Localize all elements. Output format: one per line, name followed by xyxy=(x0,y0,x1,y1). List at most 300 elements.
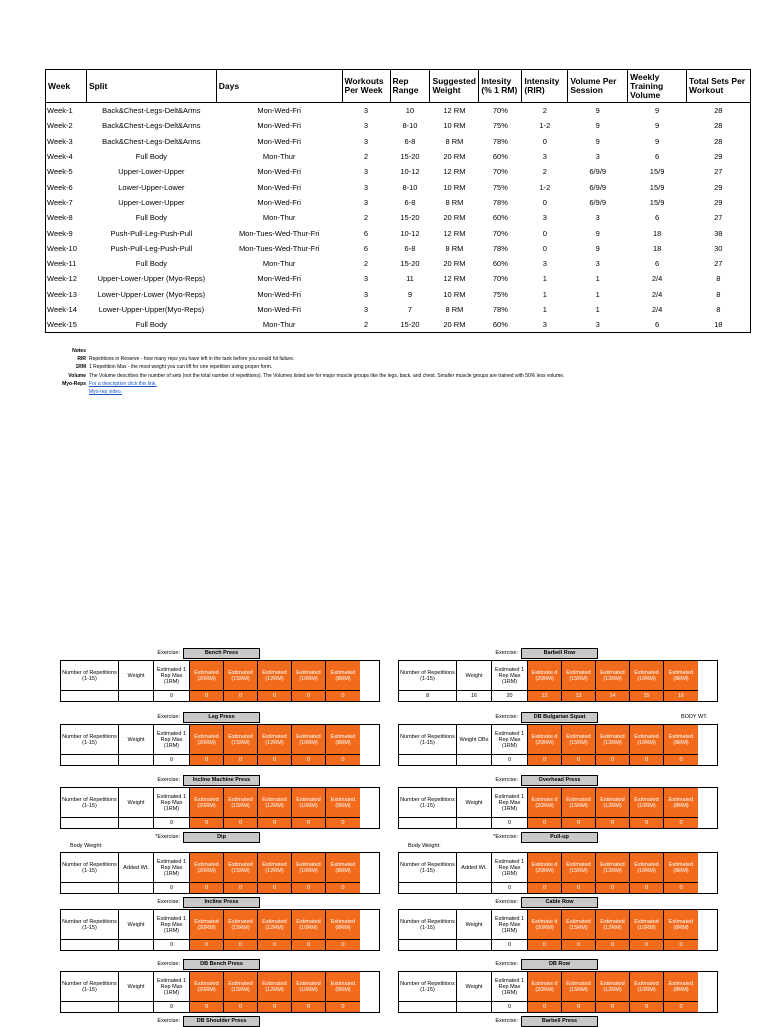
intensity-pct-cell: 75% xyxy=(492,289,508,299)
weight-cell: 8 RM xyxy=(445,136,464,146)
exercise-row xyxy=(398,1016,718,1027)
e1rm-header: Estimated 1 Rep Max (1RM) xyxy=(154,661,190,691)
exercise-name: DB Row xyxy=(521,959,598,970)
exercise-name: Bench Press xyxy=(183,648,260,659)
estimated-10rm-header: Estimated (10RM) xyxy=(630,788,664,818)
rep-range-cell: 8-10 xyxy=(402,121,418,131)
workouts-cell: 2 xyxy=(342,317,390,333)
weight-cell: 12 RM xyxy=(443,167,466,177)
estimated-value: 0 xyxy=(596,755,630,765)
estimated-12rm-header: Estimated (12RM) xyxy=(258,910,292,940)
exercise-calculator xyxy=(60,648,380,702)
exercise-name: DB Bench Press xyxy=(183,959,260,970)
estimated-value: 0 xyxy=(224,940,258,950)
estimated-value: 0 xyxy=(258,755,292,765)
days-cell: Mon-Thur xyxy=(262,152,296,162)
workouts-cell: 2 xyxy=(363,213,369,223)
estimated-12rm-header: Estimated (12RM) xyxy=(596,725,630,755)
week-cell: Week-2 xyxy=(46,118,87,133)
rep-range-cell: 6-8 xyxy=(404,243,416,253)
week-cell: Week-7 xyxy=(46,195,87,210)
exercise-label: Exercise: xyxy=(157,899,180,905)
estimated-15rm-header: Estimated (15RM) xyxy=(562,853,596,883)
estimated-20rm-header: Estimated (20RM) xyxy=(190,725,224,755)
intensity-rir-cell: 1 xyxy=(542,274,547,284)
weight-header: Weight xyxy=(457,972,492,1002)
estimated-15rm-header: Estimated (15RM) xyxy=(562,661,596,691)
weight-header: Weight DBs xyxy=(457,725,492,755)
exercise-row xyxy=(398,648,718,659)
split-cell: Push-Pull-Leg-Push-Pull xyxy=(110,243,193,253)
e1rm-value: 0 xyxy=(154,818,190,828)
volume-session-cell: 1 xyxy=(595,289,600,299)
estimated-15rm-header: Estimated (15RM) xyxy=(562,972,596,1002)
estimated-10rm-header: Estimated (10RM) xyxy=(630,910,664,940)
weekly-volume-cell: 6 xyxy=(655,152,660,162)
exercise-name: Incline Machine Press xyxy=(183,775,260,786)
volume-session-cell: 9 xyxy=(595,228,600,238)
table-row xyxy=(46,317,751,333)
reps-header: Number of Repetitions (1-15) xyxy=(61,725,119,755)
table-row xyxy=(46,225,751,240)
volume-session-cell: 3 xyxy=(595,213,600,223)
calculator-grid xyxy=(398,724,718,766)
exercise-name: DB Bulgarian Squat xyxy=(521,712,598,723)
column-header: Volume Per Session xyxy=(568,70,628,103)
reps-input[interactable] xyxy=(399,883,457,893)
total-sets-cell: 27 xyxy=(687,164,751,179)
weekly-volume-cell: 18 xyxy=(652,228,662,238)
rep-range-cell: 6-8 xyxy=(404,197,416,207)
estimated-8rm-header: Estimated (8RM) xyxy=(326,725,360,755)
split-cell: Full Body xyxy=(135,152,167,162)
days-cell: Mon-Wed-Fri xyxy=(257,197,301,207)
intensity-pct-cell: 70% xyxy=(492,167,508,177)
workouts-cell: 3 xyxy=(363,136,369,146)
estimated-value: 0 xyxy=(562,940,596,950)
estimated-20rm-header: Estimate d (20RM) xyxy=(528,725,562,755)
exercise-row xyxy=(398,897,718,908)
estimated-value: 0 xyxy=(224,691,258,701)
column-header: Suggested Weight xyxy=(430,70,479,103)
estimated-20rm-header: Estimate d (20RM) xyxy=(528,661,562,691)
days-cell: Mon-Wed-Fri xyxy=(257,106,301,116)
total-sets-cell: 28 xyxy=(687,103,751,119)
days-cell: Mon-Thur xyxy=(262,259,296,269)
estimated-value: 0 xyxy=(292,883,326,893)
estimated-20rm-header: Estimated (20RM) xyxy=(190,853,224,883)
reps-input[interactable] xyxy=(399,818,457,828)
exercise-row xyxy=(60,897,380,908)
weight-header: Weight xyxy=(119,972,154,1002)
estimated-15rm-header: Estimated (15RM) xyxy=(224,661,258,691)
split-cell: Back&Chest-Legs-Delt&Arms xyxy=(102,106,201,116)
estimated-20rm-header: Estimated (20RM) xyxy=(190,661,224,691)
estimated-value: 0 xyxy=(258,691,292,701)
week-cell: Week-1 xyxy=(46,103,87,119)
reps-input[interactable] xyxy=(61,691,119,701)
rep-range-cell: 15-20 xyxy=(390,317,430,333)
reps-header: Number of Repetitions (1-15) xyxy=(399,788,457,818)
reps-input[interactable] xyxy=(61,755,119,765)
exercise-name: Barbell Row xyxy=(521,648,598,659)
rir-key: RIR xyxy=(77,356,86,363)
reps-input[interactable] xyxy=(399,940,457,950)
e1rm-value: 0 xyxy=(154,1002,190,1012)
estimated-15rm-header: Estimated (15RM) xyxy=(224,853,258,883)
intensity-pct-cell: 78% xyxy=(492,243,508,253)
estimated-value: 0 xyxy=(190,818,224,828)
rir-note: Repetitions in Reserve - how many reps you have left in the tank before you would hit failure. xyxy=(89,356,295,363)
weight-cell: 20 RM xyxy=(443,152,466,162)
exercise-calculator xyxy=(398,959,718,1013)
exercise-label: Exercise: xyxy=(495,650,518,656)
weight-cell: 10 RM xyxy=(443,289,466,299)
estimated-8rm-header: Estimated (8RM) xyxy=(326,788,360,818)
estimated-15rm-header: Estimated (15RM) xyxy=(562,910,596,940)
intensity-rir-cell: 3 xyxy=(542,259,547,269)
estimated-8rm-header: Estimated (8RM) xyxy=(664,725,698,755)
exercise-label: Exercise: xyxy=(157,650,180,656)
exercise-name: Incline Press xyxy=(183,897,260,908)
volume-session-cell: 9 xyxy=(595,136,600,146)
split-cell: Back&Chest-Legs-Delt&Arms xyxy=(102,136,201,146)
week-cell: Week-8 xyxy=(46,210,87,225)
estimated-value: 0 xyxy=(190,883,224,893)
estimated-20rm-header: Estimate d (20RM) xyxy=(528,788,562,818)
exercise-calculator xyxy=(60,712,380,766)
intensity-pct-cell: 70% xyxy=(492,228,508,238)
weight-header: Weight xyxy=(119,788,154,818)
table-row xyxy=(46,118,751,133)
table-row xyxy=(46,271,751,286)
exercise-name: Dip xyxy=(183,832,260,843)
rep-range-cell: 11 xyxy=(406,274,414,284)
reps-header: Number of Repetitions (1-15) xyxy=(399,972,457,1002)
estimated-12rm-header: Estimated (12RM) xyxy=(596,661,630,691)
estimated-value: 0 xyxy=(664,1002,698,1012)
estimated-12rm-header: Estimated (12RM) xyxy=(258,853,292,883)
weekly-volume-cell: 15/9 xyxy=(649,197,665,207)
body-weight-row xyxy=(60,843,380,851)
split-cell: Upper-Lower-Upper xyxy=(118,167,185,177)
reps-input[interactable] xyxy=(61,1002,119,1012)
exercise-calculator xyxy=(398,897,718,951)
e1rm-header: Estimated 1 Rep Max (1RM) xyxy=(492,788,528,818)
weekly-volume-cell: 9 xyxy=(655,121,660,131)
column-header: Workouts Per Week xyxy=(342,70,390,103)
exercise-row xyxy=(398,775,718,786)
table-row xyxy=(46,210,751,225)
estimated-value: 0 xyxy=(596,1002,630,1012)
week-cell: Week-14 xyxy=(46,302,87,317)
exercise-label: Exercise: xyxy=(157,714,180,720)
estimated-value: 0 xyxy=(190,691,224,701)
weight-cell: 12 RM xyxy=(443,228,466,238)
total-sets-cell: 27 xyxy=(687,210,751,225)
total-sets-cell: 8 xyxy=(687,287,751,302)
table-row xyxy=(46,134,751,149)
table-row xyxy=(46,302,751,317)
intensity-rir-cell: 0 xyxy=(542,136,547,146)
days-cell: Mon-Wed-Fri xyxy=(257,182,301,192)
weekly-volume-cell: 2/4 xyxy=(651,305,663,314)
reps-header: Number of Repetitions (1-15) xyxy=(61,910,119,940)
notes-title: Notes xyxy=(72,348,86,354)
weight-input[interactable]: 16 xyxy=(457,691,492,701)
estimated-8rm-header: Estimated (8RM) xyxy=(326,853,360,883)
calculator-grid xyxy=(398,852,718,894)
total-sets-cell: 27 xyxy=(687,256,751,271)
exercise-name: Cable Row xyxy=(521,897,598,908)
estimated-10rm-header: Estimated (10RM) xyxy=(630,853,664,883)
estimated-value: 15 xyxy=(630,691,664,701)
e1rm-header: Estimated 1 Rep Max (1RM) xyxy=(492,910,528,940)
weight-input[interactable] xyxy=(119,818,154,828)
estimated-8rm-header: Estimated (8RM) xyxy=(664,910,698,940)
table-row xyxy=(46,179,751,194)
e1rm-value: 0 xyxy=(154,691,190,701)
days-cell: Mon-Wed-Fri xyxy=(257,167,301,177)
estimated-20rm-header: Estimate d (20RM) xyxy=(528,853,562,883)
days-cell: Mon-Wed-Fri xyxy=(257,305,301,314)
intensity-rir-cell: 3 xyxy=(542,152,547,162)
weight-header: Weight xyxy=(119,910,154,940)
exercise-calculator xyxy=(60,1016,380,1027)
week-cell: Week-11 xyxy=(46,256,87,271)
estimated-8rm-header: Estimated (8RM) xyxy=(664,972,698,1002)
e1rm-value: 0 xyxy=(492,818,528,828)
intensity-pct-cell: 75% xyxy=(492,121,508,131)
intensity-rir-cell: 1-2 xyxy=(539,121,551,131)
estimated-15rm-header: Estimated (15RM) xyxy=(562,725,596,755)
intensity-rir-cell: 1 xyxy=(542,289,547,299)
estimated-value: 13 xyxy=(562,691,596,701)
estimated-value: 0 xyxy=(630,818,664,828)
body-weight-label: Body Weight: xyxy=(70,843,103,849)
days-cell: Mon-Tues-Wed-Thur-Fri xyxy=(238,243,320,253)
total-sets-cell: 18 xyxy=(687,317,751,333)
intensity-pct-cell: 60% xyxy=(492,213,508,223)
estimated-10rm-header: Estimated (10RM) xyxy=(630,725,664,755)
intensity-pct-cell: 60% xyxy=(492,152,508,162)
estimated-value: 0 xyxy=(664,755,698,765)
estimated-12rm-header: Estimated (12RM) xyxy=(596,972,630,1002)
estimated-value: 0 xyxy=(630,940,664,950)
reps-input[interactable] xyxy=(61,883,119,893)
column-header: Rep Range xyxy=(390,70,430,103)
estimated-value: 0 xyxy=(630,755,664,765)
intensity-pct-cell: 78% xyxy=(492,197,508,207)
exercise-row xyxy=(60,648,380,659)
e1rm-header: Estimated 1 Rep Max (1RM) xyxy=(492,725,528,755)
workouts-cell: 3 xyxy=(363,106,369,116)
exercise-calculator xyxy=(60,897,380,951)
weight-input[interactable] xyxy=(119,755,154,765)
weight-input[interactable] xyxy=(119,1002,154,1012)
total-sets-cell: 38 xyxy=(687,225,751,240)
calculator-grid xyxy=(60,660,380,702)
weekly-volume-cell: 6 xyxy=(628,317,687,333)
estimated-value: 0 xyxy=(190,940,224,950)
weight-header: Weight xyxy=(119,725,154,755)
weight-input[interactable] xyxy=(457,818,492,828)
volume-session-cell: 9 xyxy=(595,121,600,131)
weight-cell: 10 RM xyxy=(443,182,466,192)
split-cell: Lower-Upper-Lower (Myo-Reps) xyxy=(97,289,206,299)
days-cell: Mon-Thur xyxy=(262,213,296,223)
rm-note: 1 Repetition Max - the most weight you can lift for one repetition using proper form. xyxy=(89,364,273,371)
total-sets-cell: 30 xyxy=(687,241,751,256)
exercise-row xyxy=(398,712,718,723)
exercise-label: Exercise: xyxy=(495,899,518,905)
calculator-grid xyxy=(60,852,380,894)
estimated-15rm-header: Estimated (15RM) xyxy=(224,972,258,1002)
estimated-value: 0 xyxy=(664,883,698,893)
notes-section xyxy=(44,347,564,396)
weekly-volume-cell: 15/9 xyxy=(649,182,665,192)
split-cell: Full Body xyxy=(135,213,167,223)
exercise-label: Exercise: xyxy=(157,961,180,967)
weekly-volume-cell: 6 xyxy=(655,213,660,223)
estimated-value: 0 xyxy=(326,691,360,701)
exercise-row xyxy=(398,959,718,970)
reps-input[interactable] xyxy=(61,940,119,950)
exercise-row xyxy=(60,712,380,723)
split-cell: Push-Pull-Leg-Push-Pull xyxy=(110,228,193,238)
estimated-8rm-header: Estimated (8RM) xyxy=(664,853,698,883)
calculator-grid xyxy=(398,660,718,702)
myo-reps-video-link[interactable]: Myo-rep video. xyxy=(89,389,123,396)
exercise-row xyxy=(60,959,380,970)
intensity-rir-cell: 0 xyxy=(542,243,547,253)
estimated-8rm-header: Estimated (8RM) xyxy=(664,788,698,818)
estimated-12rm-header: Estimated (12RM) xyxy=(596,910,630,940)
rep-range-cell: 15-20 xyxy=(400,213,420,223)
workouts-cell: 3 xyxy=(363,182,369,192)
calculator-grid xyxy=(60,971,380,1013)
estimated-value: 0 xyxy=(224,818,258,828)
weight-header: Weight xyxy=(457,661,492,691)
estimated-value: 16 xyxy=(664,691,698,701)
myo-reps-key: Myo-Reps xyxy=(62,380,86,387)
e1rm-header: Estimated 1 Rep Max (1RM) xyxy=(492,972,528,1002)
weight-input[interactable] xyxy=(119,940,154,950)
myo-reps-description-link[interactable]: For a description click this link. xyxy=(89,380,157,387)
exercise-label: Exercise: xyxy=(157,777,180,783)
weight-cell: 8 RM xyxy=(445,305,464,314)
split-cell: Back&Chest-Legs-Delt&Arms xyxy=(102,121,201,131)
estimated-value: 0 xyxy=(326,818,360,828)
workouts-cell: 2 xyxy=(363,152,369,162)
estimated-20rm-header: Estimated (20RM) xyxy=(190,788,224,818)
e1rm-value: 0 xyxy=(492,940,528,950)
calculator-grid xyxy=(60,909,380,951)
column-header: Intesity (% 1 RM) xyxy=(479,70,522,103)
e1rm-value: 0 xyxy=(492,1002,528,1012)
column-header: Weekly Training Volume xyxy=(628,70,687,103)
volume-session-cell: 3 xyxy=(568,317,628,333)
split-cell: Full Body xyxy=(135,259,167,269)
rep-range-cell: 15-20 xyxy=(400,259,420,269)
e1rm-header: Estimated 1 Rep Max (1RM) xyxy=(154,853,190,883)
week-cell: Week-13 xyxy=(46,287,87,302)
week-cell: Week-15 xyxy=(46,317,87,333)
split-cell: Lower-Upper-Upper(Myo-Reps) xyxy=(98,305,205,314)
intensity-pct-cell: 75% xyxy=(492,182,508,192)
week-cell: Week-10 xyxy=(46,241,87,256)
estimated-value: 0 xyxy=(630,883,664,893)
days-cell: Mon-Wed-Fri xyxy=(257,274,301,284)
estimated-12rm-header: Estimated (12RM) xyxy=(258,725,292,755)
estimated-value: 0 xyxy=(292,940,326,950)
weekly-volume-cell: 18 xyxy=(652,243,662,253)
volume-session-cell: 1 xyxy=(595,305,600,314)
body-weight-label: Body Weight: xyxy=(408,843,441,849)
weight-cell: 10 RM xyxy=(443,121,466,131)
estimated-value: 0 xyxy=(224,883,258,893)
exercise-label: *Exercise: xyxy=(493,834,518,840)
table-row xyxy=(46,256,751,271)
days-cell: Mon-Wed-Fri xyxy=(257,136,301,146)
weight-cell: 8 RM xyxy=(445,197,464,207)
weight-input[interactable] xyxy=(457,940,492,950)
total-sets-cell: 8 xyxy=(687,302,751,317)
exercise-calculator xyxy=(398,712,718,766)
weight-input[interactable] xyxy=(457,755,492,765)
intensity-rir-cell: 1 xyxy=(542,305,547,314)
estimated-value: 0 xyxy=(664,818,698,828)
weight-input[interactable] xyxy=(457,883,492,893)
e1rm-value: 0 xyxy=(154,755,190,765)
weight-input[interactable] xyxy=(457,1002,492,1012)
exercise-row xyxy=(60,832,380,843)
estimated-15rm-header: Estimated (15RM) xyxy=(224,725,258,755)
estimated-10rm-header: Estimated (10RM) xyxy=(630,661,664,691)
estimated-15rm-header: Estimated (15RM) xyxy=(562,788,596,818)
intensity-rir-cell: 0 xyxy=(542,228,547,238)
reps-input[interactable] xyxy=(399,1002,457,1012)
reps-input[interactable] xyxy=(399,755,457,765)
estimated-12rm-header: Estimated (12RM) xyxy=(258,788,292,818)
estimated-10rm-header: Estimated (10RM) xyxy=(292,853,326,883)
volume-session-cell: 3 xyxy=(595,259,600,269)
calculator-grid xyxy=(60,724,380,766)
estimated-value: 0 xyxy=(562,755,596,765)
weekly-volume-cell: 2/4 xyxy=(651,289,663,299)
intensity-rir-cell: 0 xyxy=(542,197,547,207)
total-sets-cell: 8 xyxy=(687,271,751,286)
estimated-value: 0 xyxy=(258,940,292,950)
weight-input[interactable] xyxy=(119,883,154,893)
rep-range-cell: 6-8 xyxy=(404,136,416,146)
estimated-value: 0 xyxy=(528,755,562,765)
rm-key: 1RM xyxy=(75,364,86,371)
estimated-value: 14 xyxy=(596,691,630,701)
exercise-name: Leg Press xyxy=(183,712,260,723)
rep-range-cell: 10 xyxy=(405,106,415,116)
exercise-label: *Exercise: xyxy=(155,834,180,840)
volume-session-cell: 6/9/9 xyxy=(589,167,607,177)
reps-input[interactable] xyxy=(61,818,119,828)
exercise-row xyxy=(398,832,718,843)
estimated-12rm-header: Estimated (12RM) xyxy=(258,661,292,691)
weight-input[interactable] xyxy=(119,691,154,701)
week-cell: Week-6 xyxy=(46,179,87,194)
reps-input[interactable]: 8 xyxy=(399,691,457,701)
exercise-calculator xyxy=(60,832,380,894)
weight-header: Weight xyxy=(119,661,154,691)
